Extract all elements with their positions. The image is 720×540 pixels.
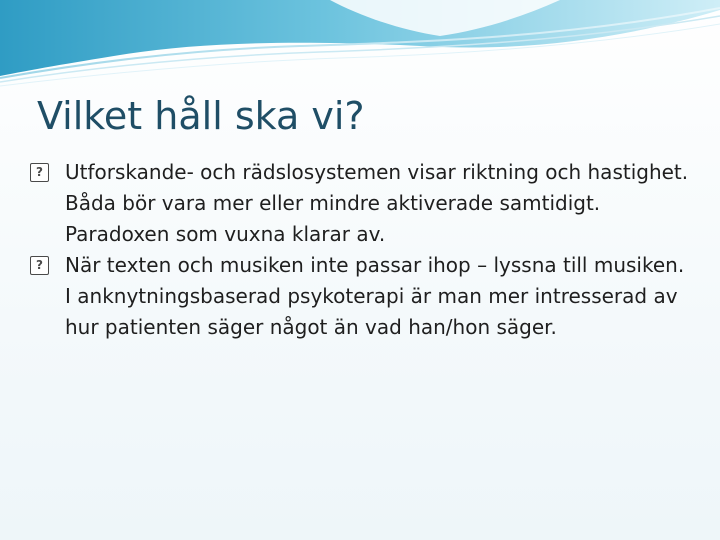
bullet-list: [30, 157, 690, 343]
header-wave-decoration: [0, 0, 720, 90]
bullet-text: När texten och musiken inte passar ihop – lyssna till musiken. I anknytningsbaserad psykoterapi är man mer intresserad av hur patienten säger något än vad han/hon säger.: [65, 253, 685, 339]
missing-glyph-bullet-icon: ?: [30, 163, 49, 182]
bullet-text: Utforskande- och rädslosystemen visar riktning och hastighet. Båda bör vara mer eller mindre aktiverade samtidigt. Paradoxen som vuxna klarar av.: [65, 160, 689, 246]
bullet-item: [30, 157, 690, 250]
bullet-item: [30, 250, 690, 343]
slide-title: Vilket håll ska vi?: [37, 94, 365, 138]
missing-glyph-bullet-icon: ?: [30, 256, 49, 275]
